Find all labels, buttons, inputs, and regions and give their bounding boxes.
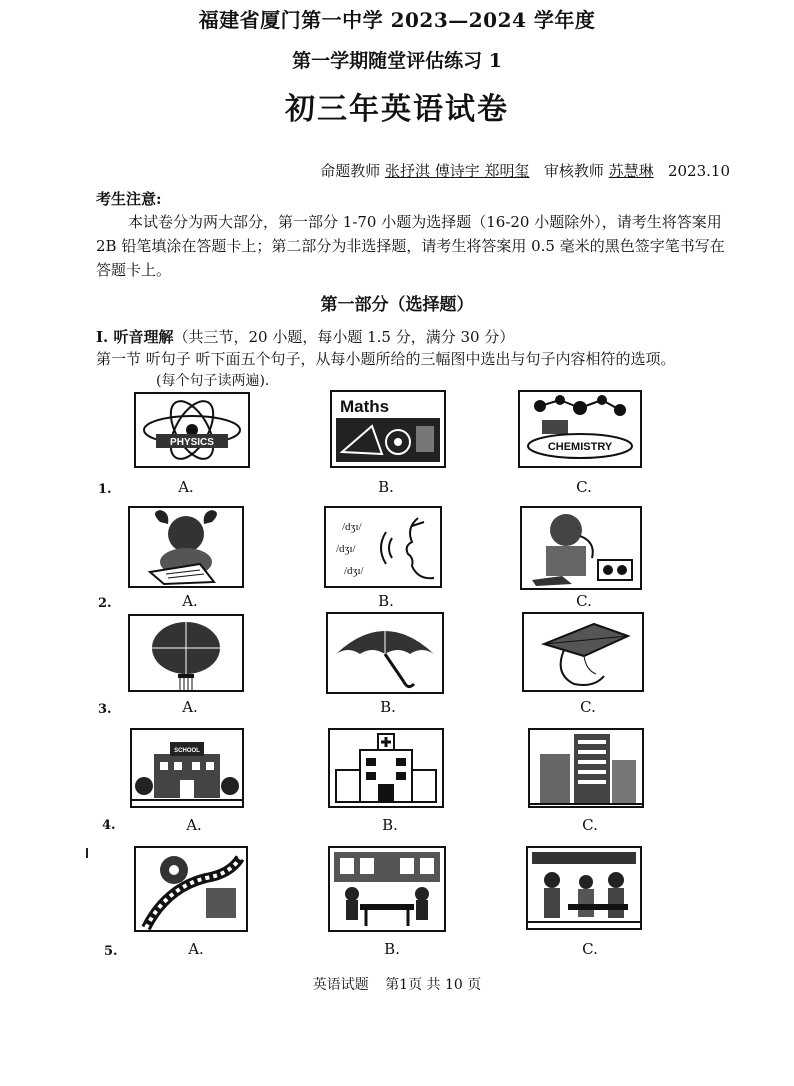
cinema-picture — [134, 846, 248, 932]
option-label: A. — [182, 592, 198, 610]
exam-subtitle: 第一学期随堂评估练习 1 — [292, 50, 502, 72]
setter-names: 张抒淇 傅诗宇 郑明玺 — [384, 162, 530, 180]
question-number: 1. — [98, 482, 112, 497]
svg-text:/dʒɪ/: /dʒɪ/ — [342, 521, 362, 533]
reviewer-name: 苏慧琳 — [608, 162, 654, 180]
question-number: 2. — [98, 596, 112, 611]
option-label: C. — [576, 478, 592, 496]
shop-picture — [526, 846, 642, 930]
exam-date: 2023.10 — [667, 162, 730, 180]
option-label: A. — [188, 940, 204, 958]
option-label: C. — [580, 698, 596, 716]
part-heading: 第一部分（选择题） — [320, 295, 474, 315]
footer-subject: 英语试题 — [312, 977, 369, 993]
pronunciation-picture — [324, 506, 442, 588]
subsection-instruction: 第一节 听句子 听下面五个句子，从每小题所给的三幅图中选出与句子内容相符的选项。 — [96, 350, 676, 368]
option-label: B. — [378, 592, 394, 610]
school-picture — [130, 728, 244, 808]
notice-body: 本试卷分为两大部分，第一部分 1-70 小题为选择题（16-20 小题除外），请考生将答案用 2B 铅笔填涂在答题卡上；第二部分为非选择题，请考生将答案用 0.5 毫米的黑色签字笔书写在答题卡上。 — [96, 213, 725, 279]
subsection-note: (每个句子读两遍). — [156, 373, 270, 389]
scan-mark — [86, 848, 88, 858]
option-label: A. — [186, 816, 202, 834]
kite-picture — [522, 612, 644, 692]
option-label: B. — [382, 816, 398, 834]
boy-listening-picture — [520, 506, 642, 590]
chemistry-picture — [518, 390, 642, 468]
section-title: I. 听音理解 — [96, 328, 174, 346]
girl-writing-picture — [128, 506, 244, 588]
exam-title: 初三年英语试卷 — [285, 92, 509, 127]
option-label: A. — [178, 478, 194, 496]
umbrella-picture — [326, 612, 444, 694]
option-label: A. — [182, 698, 198, 716]
notice-heading: 考生注意: — [96, 190, 162, 208]
school-title: 福建省厦门第一中学 2023—2024 学年度 — [198, 8, 596, 32]
page-footer — [0, 974, 794, 994]
restaurant-picture — [328, 846, 446, 932]
setter-label: 命题教师 — [320, 162, 381, 180]
maths-picture — [330, 390, 446, 468]
option-label: C. — [582, 816, 598, 834]
question-number: 5. — [104, 944, 118, 959]
svg-text:CHEMISTRY: CHEMISTRY — [547, 441, 613, 453]
option-label: B. — [380, 698, 396, 716]
physics-picture — [134, 392, 250, 468]
svg-text:/dʒɪ/: /dʒɪ/ — [336, 543, 356, 555]
option-label: B. — [378, 478, 394, 496]
option-label: C. — [576, 592, 592, 610]
svg-text:/dʒɪ/: /dʒɪ/ — [344, 565, 364, 577]
option-label: C. — [582, 940, 598, 958]
option-label: B. — [384, 940, 400, 958]
office-building-picture — [528, 728, 644, 808]
reviewer-label: 审核教师 — [543, 162, 604, 180]
svg-text:Maths: Maths — [340, 397, 390, 416]
svg-text:SCHOOL: SCHOOL — [174, 748, 200, 754]
question-number: 3. — [98, 702, 112, 717]
hospital-picture — [328, 728, 444, 808]
section-heading — [96, 326, 514, 347]
section-desc: （共三节，20 小题，每小题 1.5 分，满分 30 分） — [173, 328, 515, 346]
question-number: 4. — [102, 818, 116, 833]
footer-page-number: 第1页 共 10 页 — [385, 977, 482, 993]
svg-text:PHYSICS: PHYSICS — [170, 437, 214, 448]
byline — [320, 160, 730, 181]
lantern-picture — [128, 614, 244, 692]
